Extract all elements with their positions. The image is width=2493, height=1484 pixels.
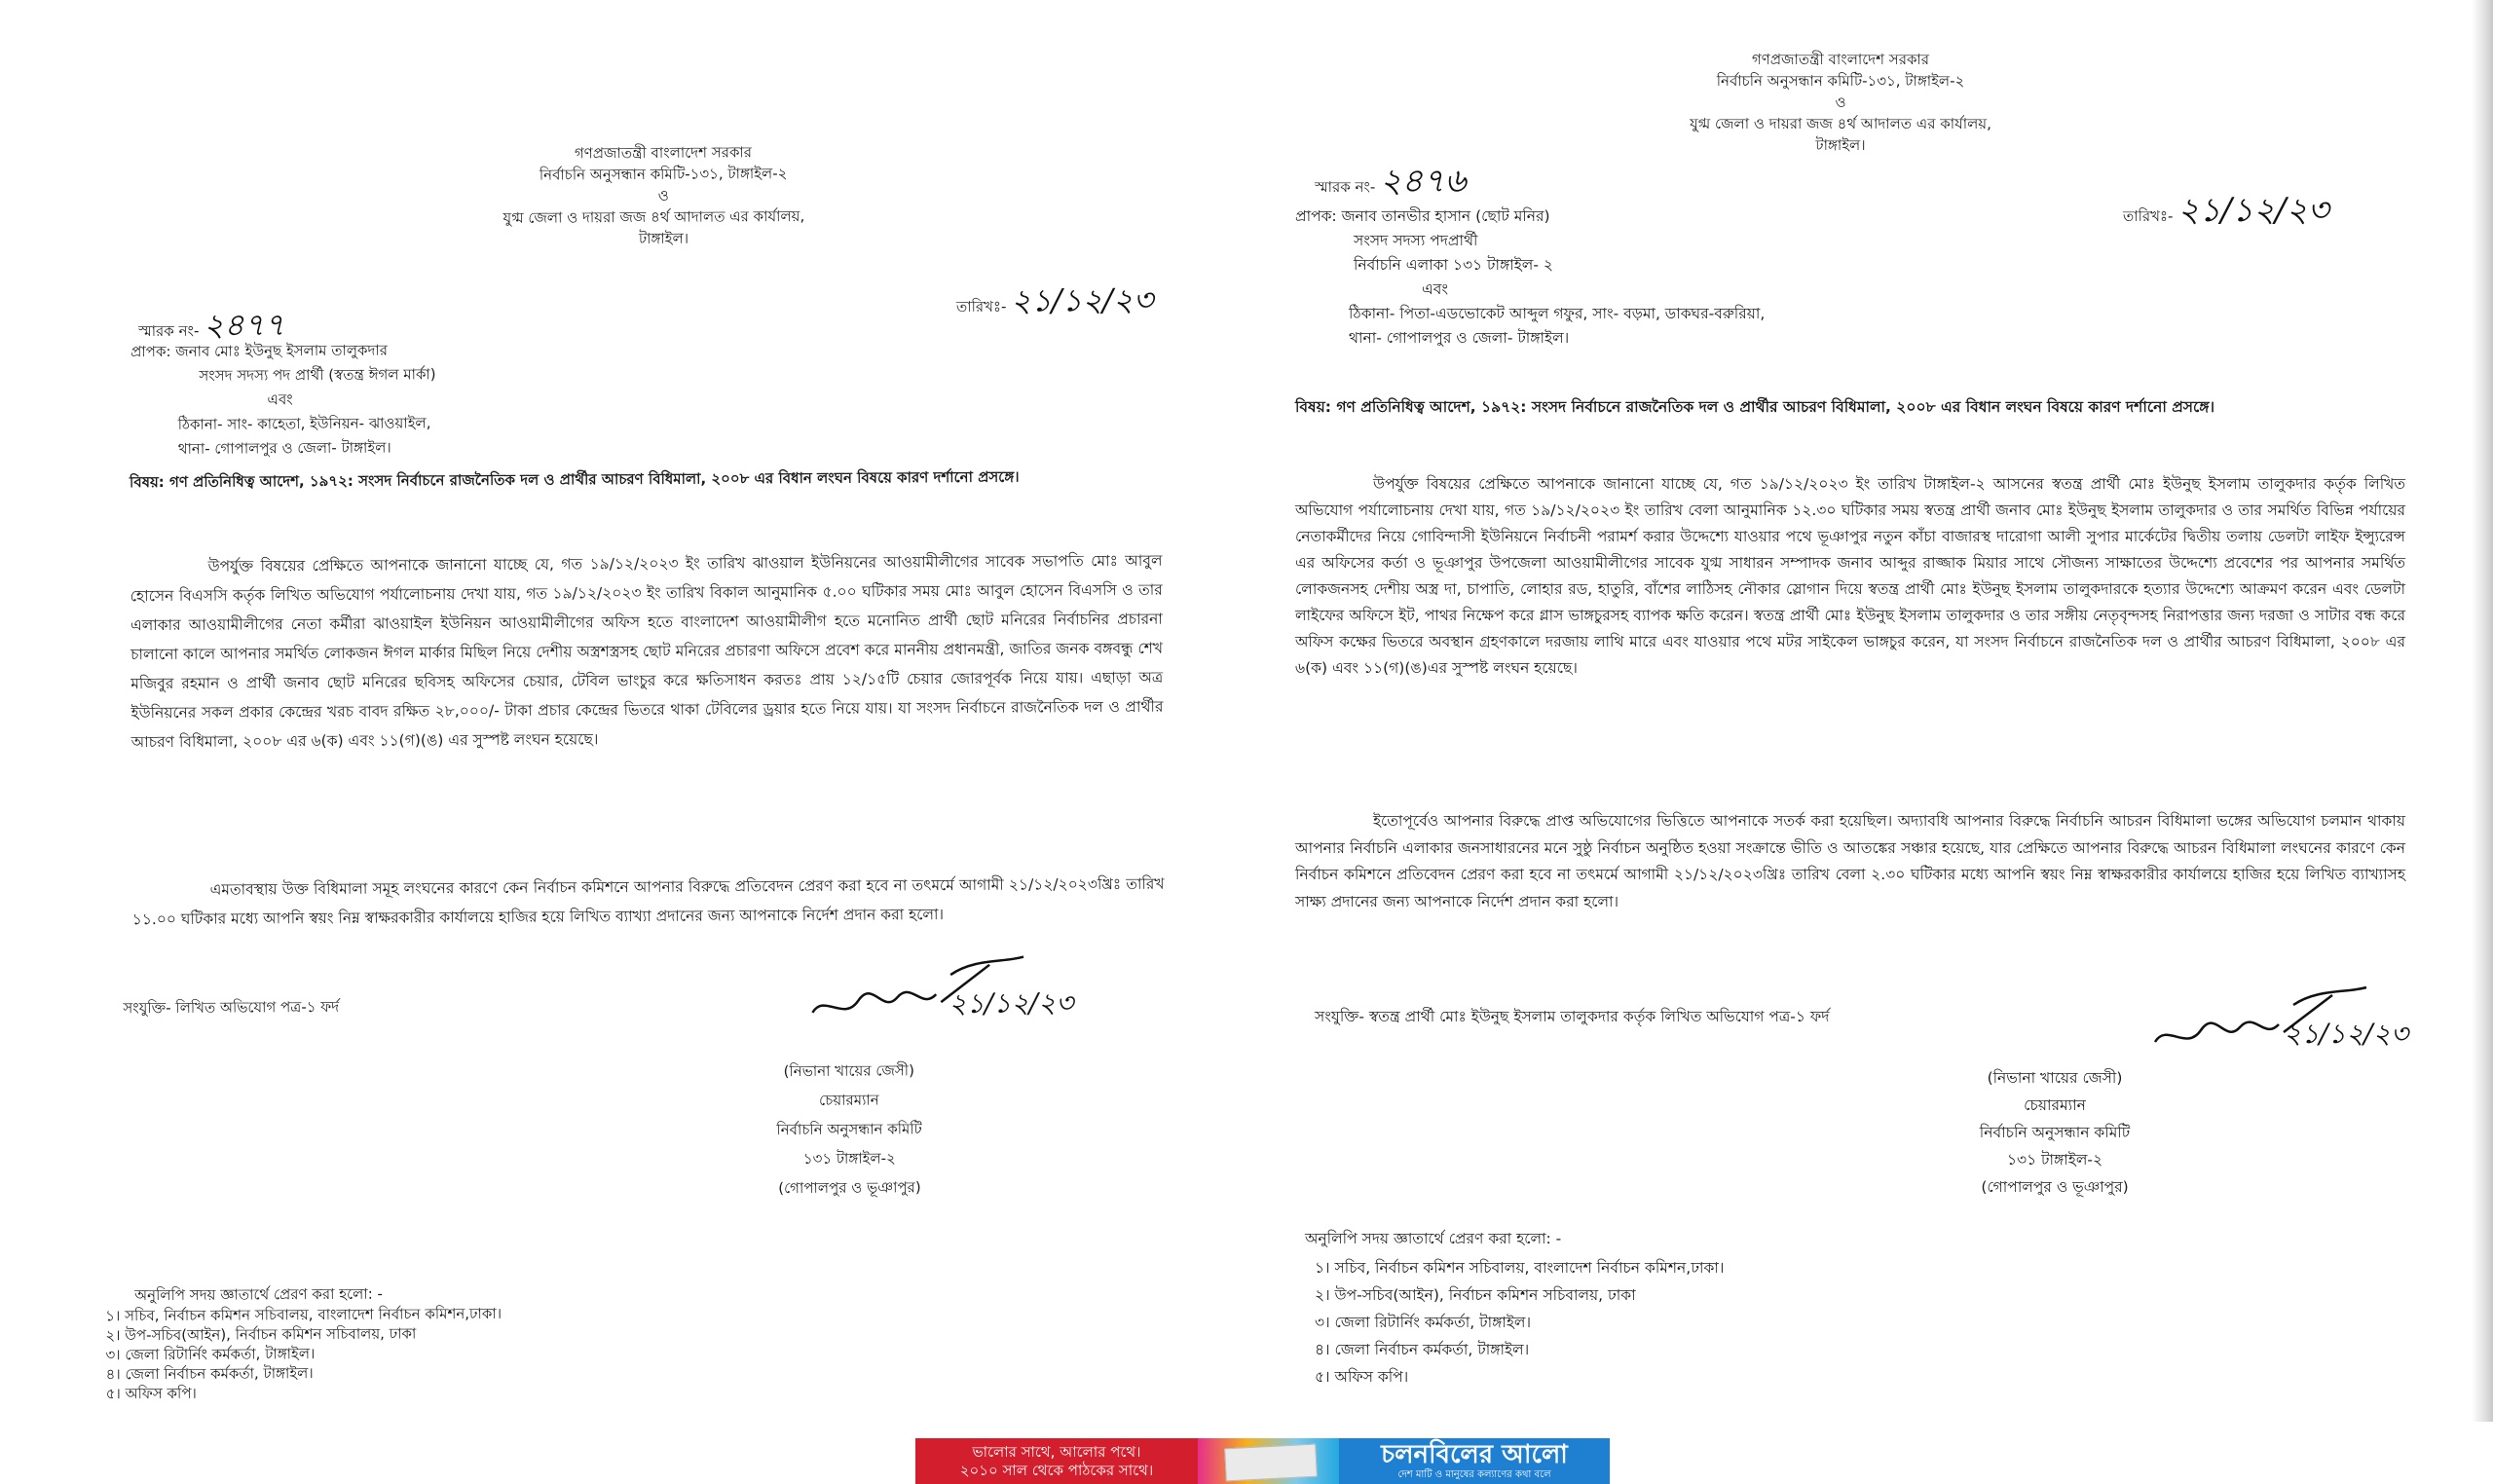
header-line: ও (657, 186, 669, 204)
cc-item: ৪। জেলা নির্বাচন কর্মকর্তা, টাঙ্গাইল। (105, 1364, 314, 1384)
recipient-line: সংসদ সদস্য পদপ্রার্থী (1354, 232, 1478, 249)
cc-item: ৩। জেলা রিটার্নিং কর্মকর্তা, টাঙ্গাইল। (1315, 1314, 1532, 1331)
recipient-line: এবং (267, 390, 293, 409)
header-line: নির্বাচনি অনুসন্ধান কমিটি-১৩১, টাঙ্গাইল-২ (539, 165, 788, 184)
cc-item: ১। সচিব, নির্বাচন কমিশন সচিবালয়, বাংলাদেশ নির্বাচন কমিশন,ঢাকা। (1315, 1259, 1725, 1277)
cc-title: অনুলিপি সদয় জ্ঞাতার্থে প্রেরণ করা হলো: - (1305, 1230, 1562, 1247)
attachment-note: সংযুক্তি- স্বতন্ত্র প্রার্থী মোঃ ইউনুছ ইসলাম তালুকদার কর্তৃক লিখিত অভিযোগ পত্র-১ ফর্দ (1315, 1008, 1830, 1025)
date-value: ২১/১২/২৩ (1010, 280, 1154, 319)
signatory-line: নির্বাচনি অনুসন্ধান কমিটি (1979, 1124, 2131, 1141)
signature-date: ২১/১২/২৩ (2284, 1018, 2409, 1050)
body-paragraph: এমতাবস্থায় উক্ত বিধিমালা সমূহ লংঘনের কারণে কেন নির্বাচন কমিশনে আপনার বিরুদ্ধে প্রতিবেদন প্রেরণ করা হবে না তৎমর্মে আগামী ২১/১২/২০২৩খ্রিঃ তারিখ ১১.০০ ঘটিকার মধ্যে আপনি স্বয়ং নিম্ন স্বাক্ষরকারীর কার্যালয়ে হাজির হয়ে লিখিত ব্যাখ্যা প্রদানের জন্য আপনাকে নির্দেশ প্রদান করা হলো। (131, 874, 1165, 929)
subject: বিষয়: গণ প্রতিনিধিত্ব আদেশ, ১৯৭২: সংসদ নির্বাচনে রাজনৈতিক দল ও প্রার্থীর আচরণ বিধিমালা, ২০০৮ এর বিধান লংঘন বিষয়ে কারণ দর্শানো প্রসঙ্গে। (129, 467, 1020, 492)
letter-left (0, 0, 1221, 1431)
date (2123, 185, 2329, 241)
recipient-line: থানা- গোপালপুর ও জেলা- টাঙ্গাইল। (1349, 329, 1570, 347)
signatory-line: (নিভানা খায়ের জেসী) (783, 1061, 914, 1081)
signatory-block (1928, 1064, 2181, 1201)
cc-item: ৫। অফিস কপি। (1315, 1368, 1409, 1386)
signatory-line: ১৩১ টাঙ্গাইল-২ (2006, 1151, 2103, 1169)
recipient-line: ঠিকানা- পিতা-এডভোকেট আব্দুল গফুর, সাং- বড়মা, ডাকঘর-বরুরিয়া, (1349, 305, 1766, 322)
memo-number (1315, 156, 1466, 211)
recipient-line: নির্বাচনি এলাকা ১৩১ টাঙ্গাইল- ২ (1354, 256, 1553, 274)
memo-label: স্মারক নং- (1315, 178, 1376, 196)
banner-slogan-line: ২০১০ সাল থেকে পাঠকের সাথে। (959, 1462, 1154, 1479)
recipient-line: এবং (1422, 280, 1449, 298)
signature-date: ২১/১২/২৩ (949, 986, 1074, 1020)
signatory-line: চেয়ারম্যান (2024, 1096, 2086, 1114)
signatory-line: চেয়ারম্যান (819, 1091, 879, 1109)
signature (2147, 983, 2409, 1065)
letter-header (1568, 49, 2113, 156)
recipient-line: প্রাপক: জনাব তানভীর হাসান (ছোট মনির) (1295, 207, 1550, 225)
body-paragraph: উপর্যুক্ত বিষয়ের প্রেক্ষিতে আপনাকে জানানো যাচ্ছে যে, গত ১৯/১২/২০২৩ ইং তারিখ টাঙ্গাইল-২ আসনের স্বতন্ত্র প্রার্থী মোঃ ইউনুছ ইসলাম তালুকদার কর্তৃক লিখিত অভিযোগ পর্যালোচনায় দেখা যায়, গত ১৯/১২/২০২৩ ইং তারিখ বেলা আনুমানিক ১২.৩০ ঘটিকার সময় স্বতন্ত্র প্রার্থী জনাব মোঃ ইউনুছ ইসলাম তালুকদার ও তার সমর্থিত বিভিন্ন পর্যায়ের নেতাকর্মীদের নিয়ে গোবিন্দাসী ইউনিয়নে নির্বাচনী পরামর্শ করার উদ্দেশ্যে যাওয়ার পথে ভূঞাপুর নতুন কাঁচা বাজারস্থ দারোগা আলী সুপার মার্কেটের দ্বিতীয় তলায় ডেলটা লাইফ ইন্স্যুরেন্স এর অফিসের কর্তা ও ভূঞাপুর উপজেলা আওয়ামীলীগের সাবেক যুগ্ম সাধারন সম্পাদক জনাব আব্দুর রাজ্জাক মিয়ার সাথে সৌজন্য সাক্ষাতের উদ্দেশ্যে প্রবেশের পর আপনার সমর্থিত লোকজনসহ দেশীয় অস্ত্র দা, চাপাতি, লোহার রড, হাতুরি, বাঁশের লাঠিসহ নৌকার স্লোগান দিয়ে স্বতন্ত্র প্রার্থী মোঃ ইউনুছ ইসলাম তালুকদারকে হত্যার উদ্দেশ্যে আক্রমণ করেন এবং ডেলটা লাইফের অফিসে ইট, পাথর নিক্ষেপ করে গ্লাস ভাঙ্গচুরসহ ব্যাপক ক্ষতি করেন। স্বতন্ত্র প্রার্থী মোঃ ইউনুছ ইসলাম তালুকদার ও তার সঙ্গীয় নেতৃবৃন্দসহ নিরাপত্তার জন্য দরজা ও সাটার বন্ধ করে অফিস কক্ষের ভিতরে অবস্থান গ্রহণকালে দরজায় লাথি মারে এবং যাওয়ার পথে মটর সাইকেল ভাঙ্গচুর করেন, যা সংসদ নির্বাচনে রাজনৈতিক দল ও প্রার্থীর আচরণ বিধিমালা, ২০০৮ এর ৬(ক) এবং ১১(গ)(ঙ)এর সুস্পষ্ট লংঘন হয়েছে। (1295, 475, 2405, 677)
date-value: ২১/১২/২৩ (2177, 191, 2329, 230)
header-line: গণপ্রজাতন্ত্রী বাংলাদেশ সরকার (574, 143, 753, 163)
memo-number-value: ২৪৭৬ (1380, 162, 1467, 201)
newspaper-banner[interactable] (915, 1438, 1610, 1484)
signatory-line: (গোপালপুর ও ভূঞাপুর) (778, 1178, 921, 1198)
banner-tagline: দেশ মাটি ও মানুষের কল্যাণের কথা বলে (1397, 1469, 1551, 1480)
banner-slogan-line: ভালোর সাথে, আলোর পথে। (972, 1443, 1141, 1461)
header-line: টাঙ্গাইল। (638, 229, 689, 247)
signatory-block (723, 1056, 977, 1204)
cc-list (1315, 1254, 1724, 1391)
recipient-line: ঠিকানা- সাং- কাহেতা, ইউনিয়ন- ঝাওয়াইল, (177, 414, 431, 433)
header-line: গণপ্রজাতন্ত্রী বাংলাদেশ সরকার (1751, 51, 1930, 68)
subject: বিষয়: গণ প্রতিনিধিত্ব আদেশ, ১৯৭২: সংসদ নির্বাচনে রাজনৈতিক দল ও প্রার্থীর আচরণ বিধিমালা, ২০০৮ এর বিধান লংঘন বিষয়ে কারণ দর্শানো প্রসঙ্গে। (1295, 398, 2215, 416)
header-line: টাঙ্গাইল। (1815, 136, 1866, 154)
cc-list (105, 1304, 502, 1403)
cc-item: ৫। অফিস কপি। (105, 1384, 197, 1403)
banner-slogan (915, 1438, 1198, 1484)
signatory-line: নির্বাচনি অনুসন্ধান কমিটি (776, 1120, 922, 1139)
body-paragraph: উপর্যুক্ত বিষয়ের প্রেক্ষিতে আপনাকে জানানো যাচ্ছে যে, গত ১৯/১২/২০২৩ ইং তারিখ ঝাওয়াল ইউনিয়নের আওয়ামীলীগের সাবেক সভাপতি মোঃ আবুল হোসেন বিএসসি কর্তৃক লিখিত অভিযোগ পর্যালোচনায় দেখা যায়, গত ১৯/১২/২০২৩ ইং তারিখ বিকাল আনুমানিক ৫.০০ ঘটিকার সময় মোঃ আবুল হোসেন বিএসসি ও তার এলাকার আওয়ামীলীগের নেতা কর্মীরা ঝাওয়াইল ইউনিয়ন আওয়ামীলীগের অফিস হতে বাংলাদেশ আওয়ামীলীগ হতে মনোনিত প্রার্থী ছোট মনিরের নির্বাচনির প্রচারনা চালানো কালে আপনার সমর্থিত লোকজন ঈগল মার্কার মিছিল নিয়ে দেশীয় অস্ত্রশস্ত্রসহ ছোট মনিরের প্রচারণা অফিসে প্রবেশ করে মাননীয় প্রধানমন্ত্রী, জাতির জনক বঙ্গবন্ধু শেখ মজিবুর রহমান ও প্রার্থী জনাব ছোট মনিরের ছবিসহ অফিসের চেয়ার, টেবিল ভাংচুর করে ক্ষতিসাধন করতঃ প্রায় ১২/১৫টি চেয়ার জোরপূর্বক নিয়ে যায়। এছাড়া অত্র ইউনিয়নের সকল প্রকার কেন্দ্রের খরচ বাবদ রক্ষিত ২৮,০০০/- টাকা প্রচার কেন্দ্রের ভিতরে থাকা টেবিলের ড্রয়ার হতে নিয়ে যায়। যা সংসদ নির্বাচনে রাজনৈতিক দল ও প্রার্থীর আচরণ বিধিমালা, ২০০৮ এর ৬(ক) এবং ১১(গ)(ঙ) এর সুস্পষ্ট লংঘন হয়েছে। (130, 551, 1164, 752)
banner-logo (1339, 1438, 1610, 1484)
memo-number-value: ২৪৭৭ (203, 306, 285, 344)
date-label: তারিখঃ- (955, 297, 1007, 316)
signatory-line: (গোপালপুর ও ভূঞাপুর) (1981, 1178, 2129, 1196)
recipient-line: সংসদ সদস্য পদ প্রার্থী (স্বতন্ত্র ঈগল মার্কা) (199, 365, 436, 385)
signature (804, 952, 1074, 1036)
date-label: তারিখঃ- (2123, 207, 2174, 225)
banner-title: চলনবিলের আলো (1381, 1440, 1568, 1469)
letter-right (1217, 0, 2493, 1431)
cc-item: ১। সচিব, নির্বাচন কমিশন সচিবালয়, বাংলাদেশ নির্বাচন কমিশন,ঢাকা। (105, 1304, 502, 1325)
cc-title: অনুলিপি সদয় জ্ঞাতার্থে প্রেরণ করা হলো: - (134, 1284, 383, 1305)
cc-item: ২। উপ-সচিব(আইন), নির্বাচন কমিশন সচিবালয়, ঢাকা (105, 1324, 417, 1345)
cc-item: ৩। জেলা রিটার্নিং কর্মকর্তা, টাঙ্গাইল। (105, 1345, 316, 1364)
header-line: ও (1835, 93, 1846, 111)
recipient-line: থানা- গোপালপুর ও জেলা- টাঙ্গাইল। (177, 438, 391, 458)
recipient-block (1295, 204, 1765, 351)
cc-item: ৪। জেলা নির্বাচন কর্মকর্তা, টাঙ্গাইল। (1315, 1341, 1530, 1358)
cc-item: ২। উপ-সচিব(আইন), নির্বাচন কমিশন সচিবালয়, ঢাকা (1315, 1286, 1636, 1304)
header-line: যুগ্ম জেলা ও দায়রা জজ ৪র্থ আদালত এর কার্যালয়, (502, 206, 805, 227)
memo-label: স্মারক নং- (138, 321, 200, 341)
recipient-block (130, 338, 436, 462)
letter-header (410, 140, 917, 250)
date (956, 276, 1154, 329)
banner-newspaper-graphic (1198, 1438, 1339, 1484)
signatory-line: ১৩১ টাঙ্গাইল-২ (802, 1149, 896, 1168)
attachment-note: সংযুক্তি- লিখিত অভিযোগ পত্র-১ ফর্দ (123, 997, 340, 1018)
header-line: নির্বাচনি অনুসন্ধান কমিটি-১৩১, টাঙ্গাইল-২ (1716, 72, 1965, 90)
page-edge-shadow (2472, 0, 2493, 1422)
recipient-line: প্রাপক: জনাব মোঃ ইউনুছ ইসলাম তালুকদার (130, 341, 389, 361)
signatory-line: (নিভানা খায়ের জেসী) (1987, 1069, 2123, 1087)
header-line: যুগ্ম জেলা ও দায়রা জজ ৪র্থ আদালত এর কার্যালয়, (1690, 115, 1991, 132)
body-paragraph: ইতোপূর্বেও আপনার বিরুদ্ধে প্রাপ্ত অভিযোগের ভিত্তিতে আপনাকে সতর্ক করা হয়েছিল। অদ্যাবধি আপনার বিরুদ্ধে নির্বাচনি আচরন বিধিমালা ভঙ্গের অভিযোগ চলমান থাকায় আপনার নির্বাচনি এলাকার জনসাধারনের মনে সুষ্ঠু নির্বাচন অনুষ্ঠিত হওয়া সংক্রান্তে ভীতি ও আতঙ্কের সঞ্চার হয়েছে, যার প্রেক্ষিতে আপনার বিরুদ্ধে আচরন বিধিমালা লংঘনের কারণে কেন নির্বাচন কমিশনে প্রতিবেদন প্রেরণ করা হবে না তৎমর্মে আগামী ২১/১২/২০২৩খ্রিঃ তারিখ বেলা ২.৩০ ঘটিকার মধ্যে আপনি স্বয়ং নিম্ন স্বাক্ষরকারীর কার্যালয়ে হাজির হয়ে লিখিত ব্যাখ্যাসহ সাক্ষ্য প্রদানের জন্য আপনাকে নির্দেশ প্রদান করা হলো। (1295, 812, 2405, 910)
newspaper-icon (1224, 1444, 1318, 1482)
